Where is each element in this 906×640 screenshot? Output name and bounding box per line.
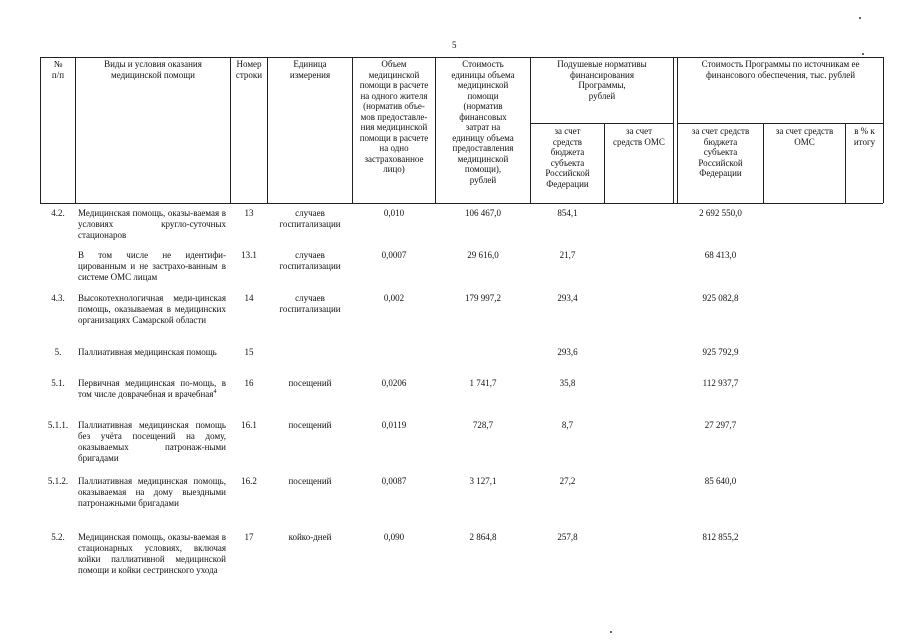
header-volume: Объем медицинской помощи в расчете на одного жителя (норматив объе- мов предоставле- ния медицинской помощи в расчете на одно застрахованное лицо) (359, 59, 429, 174)
scan-speck (862, 53, 864, 55)
row-total-budget: 925 792,9 (702, 347, 739, 357)
row-total-budget: 2 692 550,0 (699, 208, 742, 218)
header-cost-pct: в % к итогу (853, 126, 876, 147)
row-line-number: 13.1 (241, 250, 257, 260)
row-line-number: 16.1 (241, 420, 257, 430)
row-description-text: Первичная медицинская по-мощь, в том числе доврачебная и врачебная (78, 378, 226, 399)
row-unit-cost: 106 467,0 (465, 208, 501, 218)
header-cost-oms: за счет средств ОМС (775, 126, 834, 147)
row-unit: случаев госпитализации (279, 293, 341, 314)
row-number: 5. (54, 347, 62, 357)
row-unit: посещений (288, 476, 332, 486)
row-volume: 0,0119 (381, 420, 407, 430)
row-unit-cost: 179 997,2 (465, 293, 501, 303)
row-line-number: 16.2 (241, 476, 257, 486)
footnote-marker: 4 (213, 389, 217, 395)
row-total-budget: 925 082,8 (702, 293, 739, 303)
row-percapita-budget: 21,7 (559, 250, 576, 260)
row-total-budget: 27 297,7 (704, 420, 737, 430)
row-total-budget: 85 640,0 (704, 476, 737, 486)
header-percapita-group: Подушевые нормативы финансирования Программы, рублей (557, 59, 647, 101)
row-number: 5.1. (51, 378, 65, 388)
row-percapita-budget: 27,2 (559, 476, 576, 486)
row-unit: посещений (288, 378, 332, 388)
row-description: Паллиативная медицинская помощь (78, 347, 217, 357)
row-line-number: 13 (244, 208, 254, 218)
scan-speck (859, 17, 861, 19)
scan-speck (610, 631, 612, 633)
row-percapita-budget: 854,1 (557, 208, 578, 218)
header-num: № п/п (51, 59, 65, 80)
header-pc-oms: за счет средств ОМС (613, 126, 665, 147)
row-total-budget: 812 855,2 (702, 532, 739, 542)
row-description: Высокотехнологичная меди-цинская помощь, оказываемая в медицинских организациях Самарской области (78, 293, 226, 325)
header-cost-budget: за счет средств бюджета субъекта Российской Федерации (691, 126, 750, 178)
row-unit: посещений (288, 420, 332, 430)
page-number: 5 (452, 40, 457, 50)
row-percapita-budget: 8,7 (561, 420, 574, 430)
header-cost-group: Стоимость Программы по источникам ее финансового обеспечения, тыс. рублей (701, 59, 860, 80)
row-line-number: 15 (244, 347, 254, 357)
row-percapita-budget: 293,6 (557, 347, 578, 357)
row-unit-cost: 728,7 (472, 420, 494, 430)
row-description: В том числе не идентифи-цированным и не застрахо-ванным в системе ОМС лицам (78, 250, 226, 282)
row-volume: 0,0087 (381, 476, 407, 486)
row-number: 4.3. (51, 293, 65, 303)
row-total-budget: 68 413,0 (704, 250, 737, 260)
row-unit: койко-дней (288, 532, 332, 542)
row-unit: случаев госпитализации (279, 250, 341, 271)
row-total-budget: 112 937,7 (702, 378, 739, 388)
row-number: 4.2. (51, 208, 65, 218)
row-unit-cost: 3 127,1 (469, 476, 497, 486)
row-volume: 0,0007 (381, 250, 407, 260)
row-unit-cost: 29 616,0 (467, 250, 499, 260)
header-line: Номер строки (235, 59, 263, 80)
header-pc-budget: за счет средств бюджета субъекта Российской Федерации (545, 126, 590, 189)
row-number: 5.1.2. (47, 476, 69, 486)
row-number: 5.1.1. (47, 420, 69, 430)
row-percapita-budget: 257,8 (557, 532, 578, 542)
row-description (78, 378, 226, 400)
row-line-number: 16 (244, 378, 254, 388)
row-volume: 0,090 (383, 532, 405, 542)
row-percapita-budget: 35,8 (559, 378, 576, 388)
row-description: Медицинская помощь, оказы-ваемая в стационарных условиях, включая койки паллиативной медицинской помощи и койки сестринского ухода (78, 532, 226, 575)
header-types: Виды и условия оказания медицинской помощи (104, 59, 202, 80)
row-volume: 0,002 (383, 293, 405, 303)
row-description: Паллиативная медицинская помощь без учёта посещений на дому, оказываемых патронаж-ными бригадами (78, 420, 226, 463)
row-unit-cost: 2 864,8 (469, 532, 497, 542)
row-volume: 0,010 (383, 208, 405, 218)
header-unit: Единица измерения (289, 59, 331, 80)
row-percapita-budget: 293,4 (557, 293, 578, 303)
row-description: Медицинская помощь, оказы-ваемая в условиях кругло-суточных стационаров (78, 208, 226, 240)
row-number: 5.2. (51, 532, 65, 542)
row-line-number: 14 (244, 293, 254, 303)
row-volume: 0,0206 (381, 378, 407, 388)
header-cost: Стоимость единицы объема медицинской помощи (норматив финансовых затрат на единицу объема предоставления медицинской помощи), рублей (451, 59, 515, 185)
row-unit: случаев госпитализации (279, 208, 341, 229)
row-description: Паллиативная медицинская помощь, оказываемая на дому выездными патронажными бригадами (78, 476, 226, 508)
row-line-number: 17 (244, 532, 254, 542)
row-unit-cost: 1 741,7 (469, 378, 497, 388)
